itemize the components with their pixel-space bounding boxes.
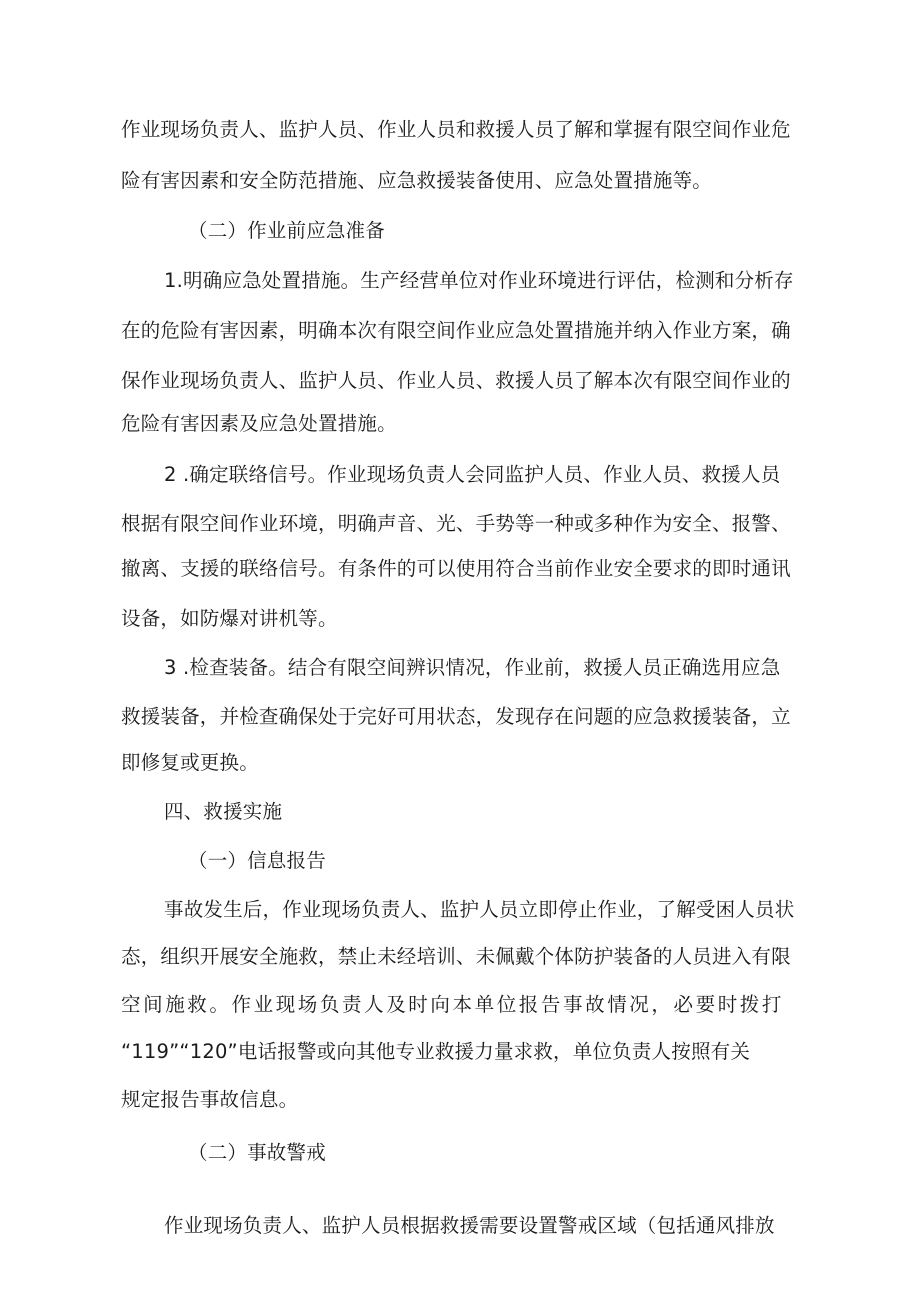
section-heading: （二）事故警戒 — [188, 1141, 326, 1164]
text-line: 在的危险有害因素，明确本次有限空间作业应急处置措施并纳入作业方案，确 — [121, 319, 791, 342]
text-line: “119”“120”电话报警或向其他专业救援力量求救，单位负责人按照有关 — [121, 1040, 751, 1063]
text-line: 态，组织开展安全施救，禁止未经培训、未佩戴个体防护装备的人员进入有限 — [121, 945, 791, 968]
text-line: 2 .确定联络信号。作业现场负责人会同监护人员、作业人员、救援人员 — [164, 463, 781, 486]
text-line: 作业现场负责人、监护人员根据救援需要设置警戒区域（包括通风排放 — [164, 1214, 775, 1237]
section-heading: （二）作业前应急准备 — [188, 219, 386, 242]
text-line: 规定报告事故信息。 — [121, 1088, 299, 1111]
section-heading: （一）信息报告 — [188, 849, 326, 872]
text-line: 撤离、支援的联络信号。有条件的可以使用符合当前作业安全要求的即时通讯 — [121, 557, 791, 580]
text-line: 险有害因素和安全防范措施、应急救援装备使用、应急处置措施等。 — [121, 169, 713, 192]
text-line: 作业现场负责人、监护人员、作业人员和救援人员了解和掌握有限空间作业危 — [121, 118, 791, 141]
text-line: 空间施救。作业现场负责人及时向本单位报告事故情况，必要时拨打 — [121, 993, 785, 1016]
text-line: 危险有害因素及应急处置措施。 — [121, 412, 397, 435]
text-line: 事故发生后，作业现场负责人、监护人员立即停止作业，了解受困人员状 — [164, 898, 795, 921]
chapter-heading: 四、救援实施 — [164, 800, 283, 823]
text-line: 即修复或更换。 — [121, 751, 259, 774]
text-line: 根据有限空间作业环境，明确声音、光、手势等一种或多种作为安全、报警、 — [121, 512, 791, 535]
text-line: 3 .检查装备。结合有限空间辨识情况，作业前，救援人员正确选用应急 — [164, 656, 781, 679]
text-line: 救援装备，并检查确保处于完好可用状态，发现存在问题的应急救援装备，立 — [121, 705, 791, 728]
text-line: 1.明确应急处置措施。生产经营单位对作业环境进行评估，检测和分析存 — [164, 269, 794, 292]
text-line: 保作业现场负责人、监护人员、作业人员、救援人员了解本次有限空间作业的 — [121, 369, 791, 392]
text-line: 设备，如防爆对讲机等。 — [121, 607, 338, 630]
